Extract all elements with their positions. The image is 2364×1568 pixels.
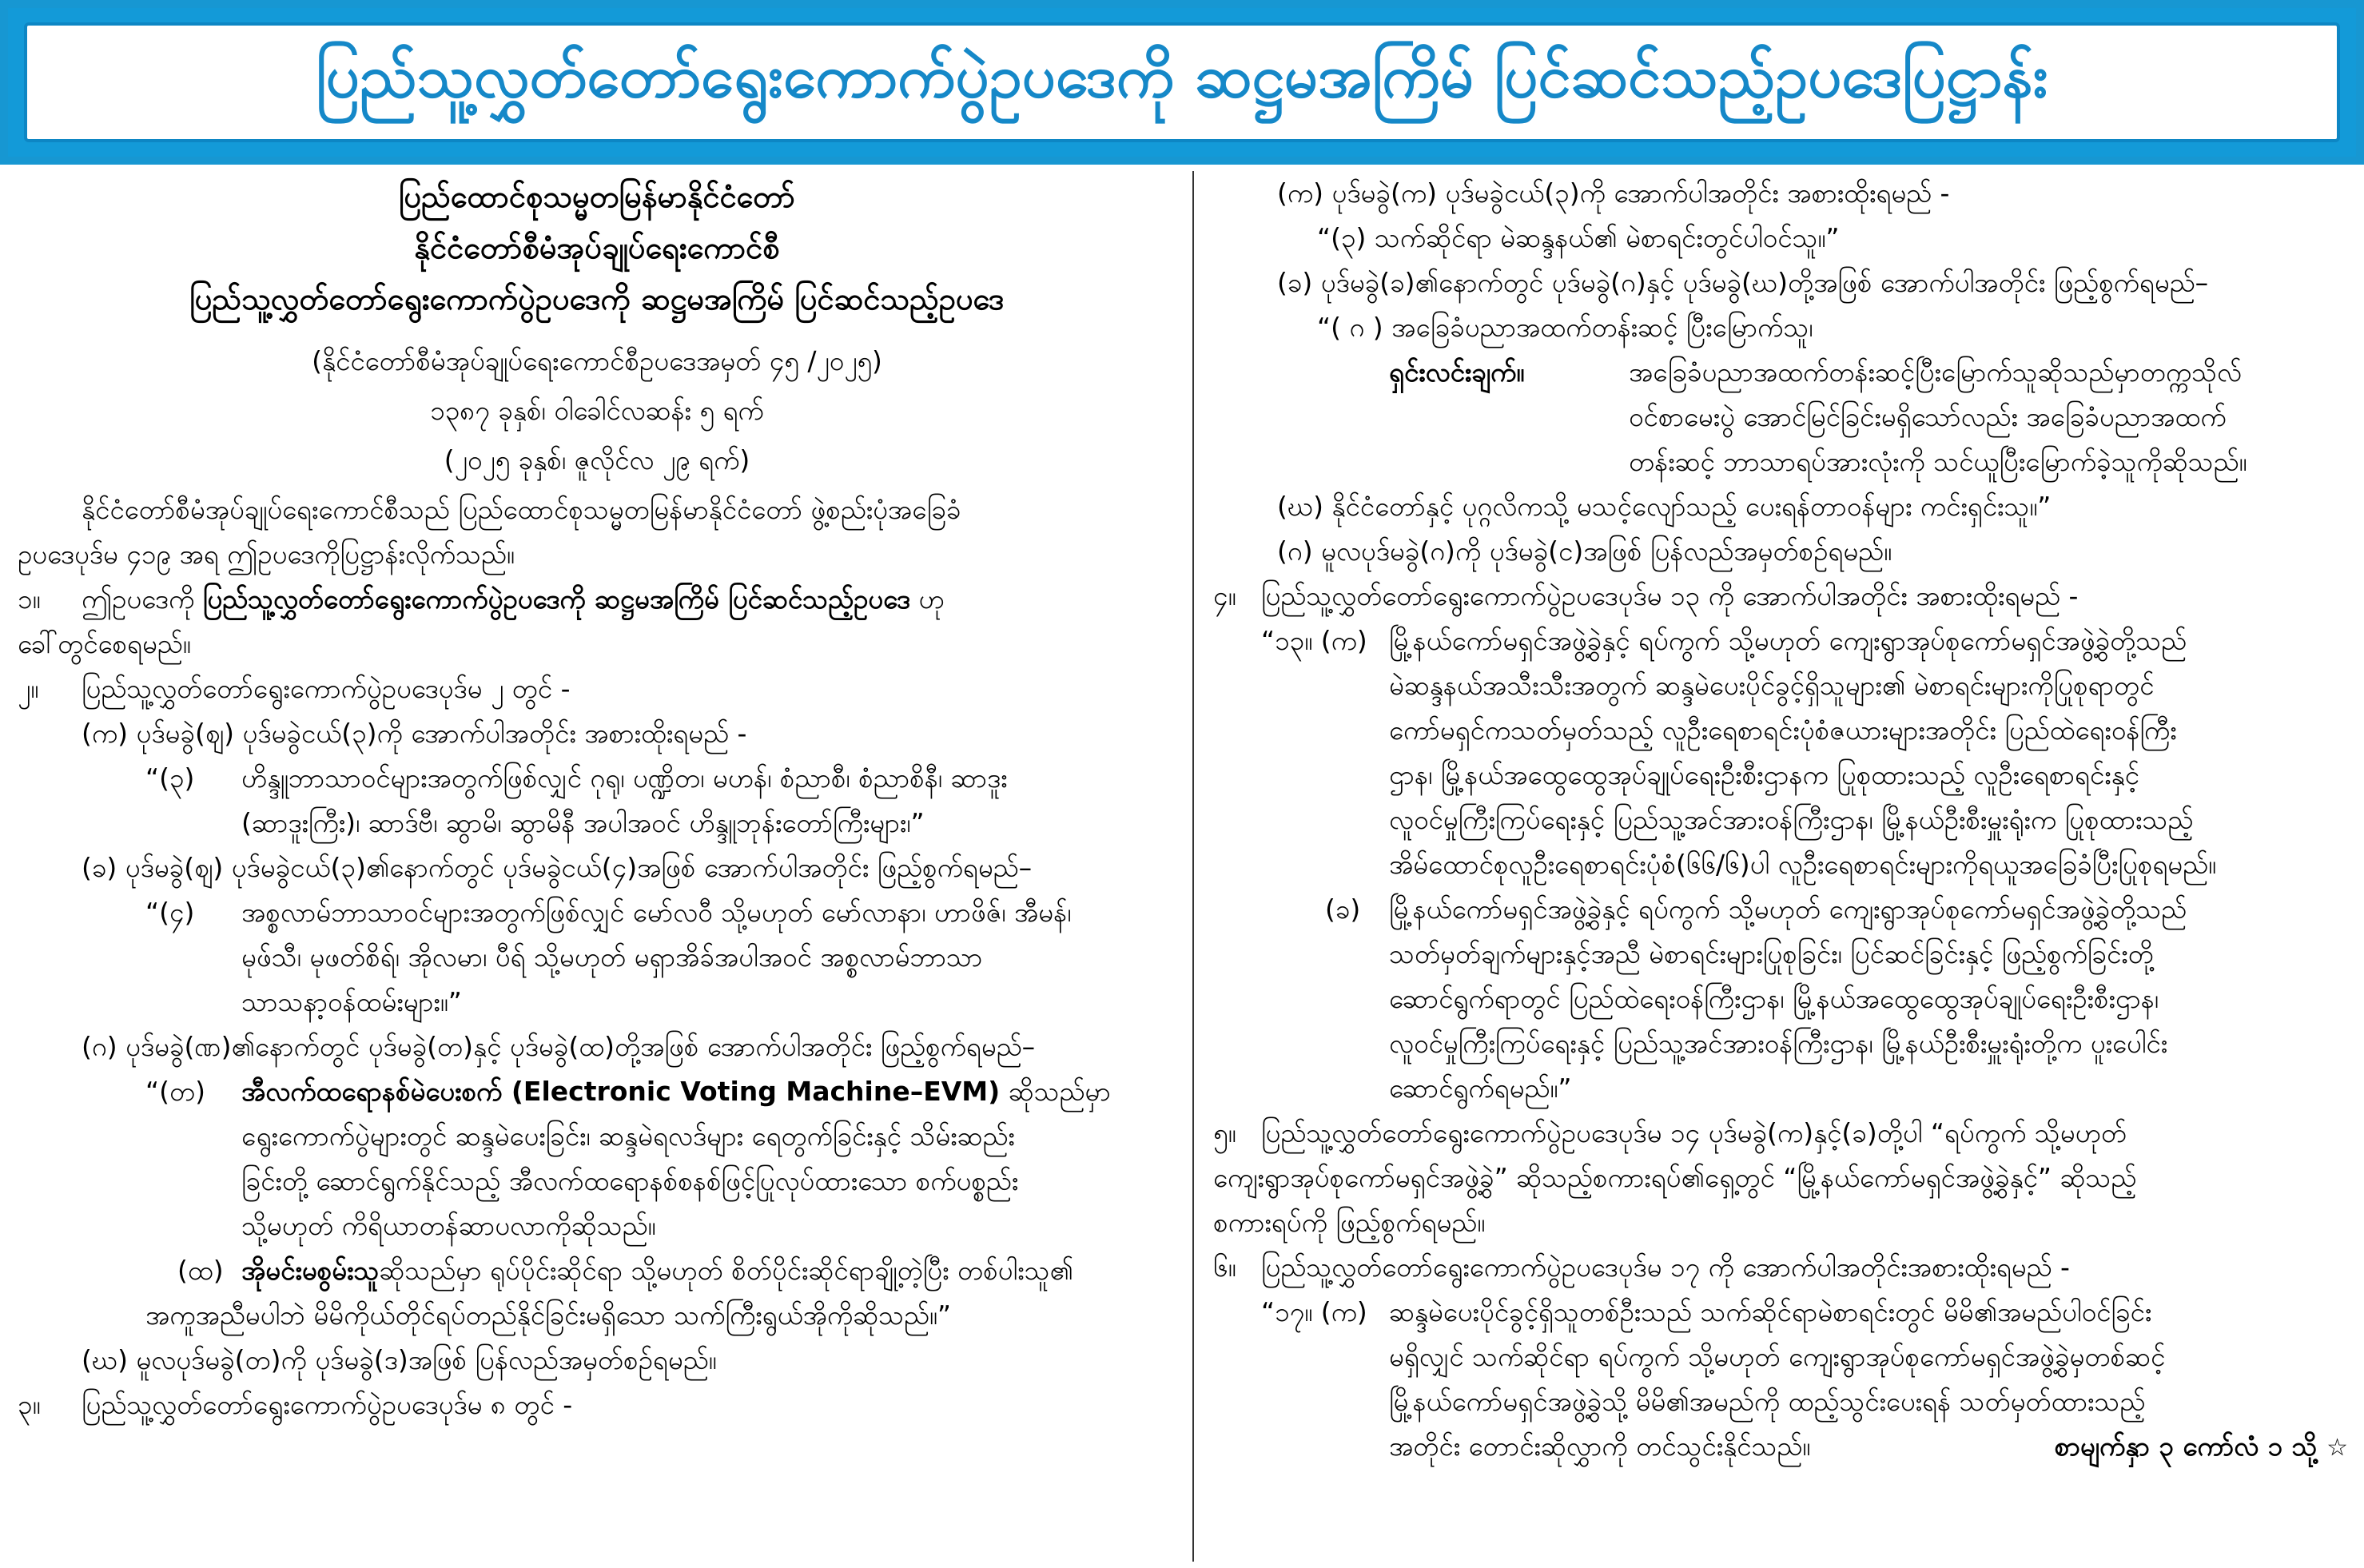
explanation-line-1: အခြေခံပညာအထက်တန်းဆင့်ပြီးမြောက်သူဆိုသည်မှာတက္ကသိုလ်	[1629, 356, 2242, 388]
star-icon: ☆	[2326, 1434, 2348, 1462]
section-2a-quote	[18, 756, 1176, 846]
header-line-2: နိုင်ငံတော်စီမံအုပ်ချုပ်ရေးကောင်စီ	[414, 230, 780, 265]
explanation-line-2: ဝင်စာမေးပွဲ အောင်မြင်ခြင်းမရှိသော်လည်း အခြေခံပညာအထက်	[1629, 401, 2227, 432]
section-5-line-2: ကျေးရွာအုပ်စုကော်မရှင်အဖွဲ့ခွဲ” ဆိုသည့်စကားရပ်၏ရှေ့တွင် “မြို့နယ်ကော်မရှင်အဖွဲ့ခွဲနှင့်” ဆိုသည့်	[1213, 1162, 2137, 1193]
section-4-b-line-1: မြို့နယ်ကော်မရှင်အဖွဲ့ခွဲနှင့် ရပ်ကွက် သို့မဟုတ် ကျေးရွာအုပ်စုကော်မရှင်အဖွဲ့ခွဲတို့သည်	[1389, 893, 2187, 925]
section-2c-ta-line-2: ရွေးကောက်ပွဲများတွင် ဆန္ဒမဲပေးခြင်း၊ ဆန္ဒမဲရလဒ်များ ရေတွက်ခြင်းနှင့် သိမ်းဆည်း	[241, 1120, 1015, 1152]
section-3-number: ၃။	[18, 1389, 41, 1420]
section-4-b-line-5: ဆောင်ရွက်ရမည်။”	[1389, 1073, 1572, 1104]
right-item-a-quote: “(၃) သက်ဆိုင်ရာ မဲဆန္ဒနယ်၏ မဲစာရင်းတွင်ပါဝင်သူ။”	[1317, 222, 1840, 253]
elderly-term-rest: ဆိုသည်မှာ ရုပ်ပိုင်းဆိုင်ရာ သို့မဟုတ် စိတ်ပိုင်းဆိုင်ရာချို့တဲ့ပြီး တစ်ပါးသူ၏	[379, 1255, 1073, 1286]
right-item-a: (က) ပုဒ်မခွဲ(က) ပုဒ်မခွဲငယ်(၃)ကို အောက်ပါအတိုင်း အစားထိုးရမည် -	[1277, 177, 1950, 209]
preamble-line-2: ဥပဒေပုဒ်မ ၄၁၉ အရ ဤဥပဒေကိုပြဋ္ဌာန်းလိုက်သည်။	[18, 539, 515, 570]
section-6-quote-line-2: မရှိလျှင် သက်ဆိုင်ရာ ရပ်ကွက် သို့မဟုတ် ကျေးရွာအုပ်စုကော်မရှင်အဖွဲ့ခွဲမှတစ်ဆင့်	[1389, 1341, 2166, 1372]
section-6-quote-number: “၁၇။ (က)	[1261, 1296, 1367, 1327]
section-2a-quote-line-2: (ဆာဒူးကြီး)၊ ဆာဒ်ဗီ၊ ဆွာမိ၊ ဆွာမိနီ အပါအဝင် ဟိန္ဒူဘုန်းတော်ကြီးများ၊”	[241, 807, 925, 838]
right-item-gha: (ဃ) နိုင်ငံတော်နှင့် ပုဂ္ဂလိကသို့ မသင့်လျော်သည့် ပေးရန်တာဝန်များ ကင်းရှင်းသူ။”	[1277, 491, 2052, 522]
elderly-term: အိုမင်းမစွမ်းသူ	[241, 1255, 380, 1286]
column-divider	[1192, 171, 1194, 1562]
section-2c-tha	[18, 1248, 1176, 1293]
section-5-number: ၅။	[1213, 1117, 1236, 1148]
explanation	[1213, 350, 2348, 484]
title-banner	[0, 0, 2364, 165]
section-2c-ta	[18, 1069, 1176, 1248]
section-2-number: ၂။	[18, 673, 39, 704]
left-column	[18, 171, 1176, 1562]
section-2c-ta-line-3: ခြင်းတို့ ဆောင်ရွက်နိုင်သည့် အီလက်ထရောနစ်စနစ်ဖြင့်ပြုလုပ်ထားသော စက်ပစ္စည်း	[241, 1165, 1019, 1196]
section-2a-quote-number: “(၃)	[145, 762, 195, 794]
section-5-line-1: ပြည်သူ့လွှတ်တော်ရွေးကောက်ပွဲဥပဒေပုဒ်မ ၁၄ ပုဒ်မခွဲ(က)နှင့်(ခ)တို့ပါ “ရပ်ကွက် သို့မဟုတ်	[1261, 1117, 2127, 1148]
section-4-b-line-4: လူဝင်မှုကြီးကြပ်ရေးနှင့် ပြည်သူ့အင်အားဝန်ကြီးဌာန၊ မြို့နယ်ဦးစီးမှူးရုံးတို့က ပူးပေါင်း	[1389, 1028, 2168, 1059]
section-6-number: ၆။	[1213, 1252, 1236, 1283]
section-4-quote-a	[1213, 619, 2348, 887]
evm-term-rest: ဆိုသည်မှာ	[1000, 1076, 1111, 1107]
law-number: (နိုင်ငံတော်စီမံအုပ်ချုပ်ရေးကောင်စီဥပဒေအမှတ် ၄၅ /၂၀၂၅)	[312, 345, 882, 376]
right-item-ga: (ဂ) မူလပုဒ်မခွဲ(ဂ)ကို ပုဒ်မခွဲ(င)အဖြစ် ပြန်လည်အမှတ်စဉ်ရမည်။	[1277, 535, 1892, 567]
section-4-number: ၄။	[1213, 580, 1236, 611]
section-2b-quote	[18, 890, 1176, 1025]
section-4-b-number: (ခ)	[1325, 893, 1361, 925]
section-4-text: ပြည်သူ့လွှတ်တော်ရွေးကောက်ပွဲဥပဒေပုဒ်မ ၁၃ ကို အောက်ပါအတိုင်း အစားထိုးရမည် -	[1261, 580, 2079, 611]
section-2c-ta-number: “(တ)	[145, 1076, 205, 1107]
explanation-label: ရှင်းလင်းချက်။	[1389, 356, 1525, 388]
section-2c: (ဂ) ပုဒ်မခွဲ(ဏ)၏နောက်တွင် ပုဒ်မခွဲ(တ)နှင့် ပုဒ်မခွဲ(ထ)တို့အဖြစ် အောက်ပါအတိုင်း ဖြည့်စွက်ရမည်–	[82, 1031, 1036, 1062]
section-1-pre: ဤဥပဒေကို	[82, 583, 203, 615]
section-2c-tha-number: (ထ)	[177, 1255, 224, 1286]
section-6-text: ပြည်သူ့လွှတ်တော်ရွေးကောက်ပွဲဥပဒေပုဒ်မ ၁၇ ကို အောက်ပါအတိုင်းအစားထိုးရမည် -	[1261, 1252, 2070, 1283]
section-4-quote-line-3: ကော်မရှင်ကသတ်မှတ်သည့် လူဦးရေစာရင်းပုံစံဇယားများအတိုင်း ပြည်ထဲရေးဝန်ကြီး	[1389, 714, 2177, 746]
section-3-text: ပြည်သူ့လွှတ်တော်ရွေးကောက်ပွဲဥပဒေပုဒ်မ ၈ တွင် -	[82, 1389, 573, 1420]
date-myanmar: ၁၃၈၇ ခုနှစ်၊ ဝါခေါင်လဆန်း ၅ ရက်	[430, 395, 764, 426]
section-2c-tha-line-2: အကူအညီမပါဘဲ မိမိကိုယ်တိုင်ရပ်တည်နိုင်ခြင်းမရှိသော သက်ကြီးရွယ်အိုကိုဆိုသည်။”	[145, 1299, 951, 1331]
section-4-quote-line-2: မဲဆန္ဒနယ်အသီးသီးအတွက် ဆန္ဒမဲပေးပိုင်ခွင့်ရှိသူများ၏ မဲစာရင်းများကိုပြုစုရာတွင်	[1389, 670, 2155, 701]
section-1	[18, 577, 1176, 622]
section-2b-quote-number: “(၄)	[145, 897, 195, 928]
evm-term: အီလက်ထရောနစ်မဲပေးစက် (Electronic Voting Machine–EVM)	[241, 1076, 1001, 1107]
section-4-quote-b	[1213, 887, 2348, 1111]
section-6-quote-line-3: မြို့နယ်ကော်မရှင်အဖွဲ့ခွဲသို့ မိမိ၏အမည်ကို ထည့်သွင်းပေးရန် သတ်မှတ်ထားသည့်	[1389, 1386, 2146, 1417]
section-2b-quote-line-3: သာသနာ့ဝန်ထမ်းများ။”	[241, 986, 462, 1017]
section-1-line-2: ခေါ်တွင်စေရမည်။	[18, 628, 191, 659]
section-2b: (ခ) ပုဒ်မခွဲ(ဈ) ပုဒ်မခွဲငယ်(၃)၏နောက်တွင် ပုဒ်မခွဲငယ်(၄)အဖြစ် အောက်ပါအတိုင်း ဖြည့်စွက်ရမည်–	[82, 852, 1033, 883]
explanation-line-3: တန်းဆင့် ဘာသာရပ်အားလုံးကို သင်ယူပြီးမြောက်ခဲ့သူကိုဆိုသည်။	[1629, 446, 2247, 477]
banner-title: ပြည်သူ့လွှတ်တော်ရွေးကောက်ပွဲဥပဒေကို ဆဋ္ဌမအကြိမ် ပြင်ဆင်သည့်ဥပဒေပြဋ္ဌာန်း	[24, 22, 2340, 142]
section-4-quote-line-4: ဌာန၊ မြို့နယ်အထွေထွေအုပ်ချုပ်ရေးဦးစီးဌာနက ပြုစုထားသည့် လူဦးရေစာရင်းနှင့်	[1389, 759, 2139, 790]
section-2	[18, 667, 1176, 711]
section-1-number: ၁။	[18, 583, 41, 615]
section-6-quote-line-4: အတိုင်း တောင်းဆိုလွှာကို တင်သွင်းနိုင်သည်။	[1389, 1431, 1811, 1462]
section-3	[18, 1383, 1176, 1427]
section-2a-quote-line-1: ဟိန္ဒူဘာသာဝင်များအတွက်ဖြစ်လျှင် ဂုရု၊ ပဏ္ဍိတ၊ မဟန်၊ စံညာစီ၊ စံညာစိနီ၊ ဆာဒူး	[241, 762, 1008, 794]
section-4	[1213, 574, 2348, 619]
section-2b-quote-line-1: အစ္စလာမ်ဘာသာဝင်များအတွက်ဖြစ်လျှင် မော်လဝီ သို့မဟုတ် မော်လာနာ၊ ဟာဖိဇ်၊ အီမန်၊	[241, 897, 1072, 928]
header-line-3: ပြည်သူ့လွှတ်တော်ရွေးကောက်ပွဲဥပဒေကို ဆဋ္ဌမအကြိမ် ပြင်ဆင်သည့်ဥပဒေ	[189, 281, 1005, 316]
section-6-quote	[1213, 1290, 2348, 1470]
date-gregorian: (၂၀၂၅ ခုနှစ်၊ ဇူလိုင်လ ၂၉ ရက်)	[444, 444, 750, 476]
section-6	[1213, 1245, 2348, 1290]
header-line-1: ပြည်ထောင်စုသမ္မတမြန်မာနိုင်ငံတော်	[399, 179, 795, 214]
section-4-b-line-3: ဆောင်ရွက်ရာတွင် ပြည်ထဲရေးဝန်ကြီးဌာန၊ မြို့နယ်အထွေထွေအုပ်ချုပ်ရေးဦးစီးဌာန၊	[1389, 983, 2159, 1014]
section-2b-quote-line-2: မုဖ်သီ၊ မုဖတ်စိရ်၊ အိုလမာ၊ ပီရ် သို့မဟုတ် မရှာအိခ်အပါအဝင် အစ္စလာမ်ဘာသာ	[241, 941, 983, 973]
right-item-b-quote: “( ဂ ) အခြေခံပညာအထက်တန်းဆင့် ပြီးမြောက်သူ၊	[1317, 312, 1813, 343]
section-4-quote-line-1: မြို့နယ်ကော်မရှင်အဖွဲ့ခွဲနှင့် ရပ်ကွက် သို့မဟုတ် ကျေးရွာအုပ်စုကော်မရှင်အဖွဲ့ခွဲတို့သည်	[1389, 625, 2187, 656]
section-2a: (က) ပုဒ်မခွဲ(ဈ) ပုဒ်မခွဲငယ်(၃)ကို အောက်ပါအတိုင်း အစားထိုးရမည် -	[82, 718, 747, 749]
section-4-b-line-2: သတ်မှတ်ချက်များနှင့်အညီ မဲစာရင်းများပြုစုခြင်း၊ ပြင်ဆင်ခြင်းနှင့် ဖြည့်စွက်ခြင်းတို့	[1389, 938, 2154, 969]
section-4-quote-line-5: လူဝင်မှုကြီးကြပ်ရေးနှင့် ပြည်သူ့အင်အားဝန်ကြီးဌာန၊ မြို့နယ်ဦးစီးမှူးရုံးက ပြုစုထားသည့်	[1389, 804, 2194, 835]
section-2c-ta-line-4: သို့မဟုတ် ကိရိယာတန်ဆာပလာကိုဆိုသည်။	[241, 1210, 656, 1241]
continued-note: စာမျက်နှာ ၃ ကော်လံ ၁ သို့	[2054, 1431, 2318, 1462]
section-2-text: ပြည်သူ့လွှတ်တော်ရွေးကောက်ပွဲဥပဒေပုဒ်မ ၂ တွင် -	[82, 673, 571, 704]
section-6-quote-line-1: ဆန္ဒမဲပေးပိုင်ခွင့်ရှိသူတစ်ဦးသည် သက်ဆိုင်ရာမဲစာရင်းတွင် မိမိ၏အမည်ပါဝင်ခြင်း	[1389, 1296, 2152, 1327]
preamble-line-1: နိုင်ငံတော်စီမံအုပ်ချုပ်ရေးကောင်စီသည် ပြည်ထောင်စုသမ္မတမြန်မာနိုင်ငံတော် ဖွဲ့စည်းပုံအခြေခံ	[82, 494, 961, 525]
section-1-post: ဟု	[909, 583, 945, 615]
section-5-line-3: စကားရပ်ကို ဖြည့်စွက်ရမည်။	[1213, 1207, 1486, 1238]
right-column	[1213, 171, 2348, 1562]
section-4-quote-number: “၁၃။ (က)	[1261, 625, 1367, 656]
section-2d: (ဃ) မူလပုဒ်မခွဲ(တ)ကို ပုဒ်မခွဲ(ဒ)အဖြစ် ပြန်လည်အမှတ်စဉ်ရမည်။	[82, 1344, 717, 1375]
right-item-b: (ခ) ပုဒ်မခွဲ(ခ)၏နောက်တွင် ပုဒ်မခွဲ(ဂ)နှင့် ပုဒ်မခွဲ(ဃ)တို့အဖြစ် အောက်ပါအတိုင်း ဖြည့်စွက်ရမည်–	[1277, 267, 2209, 298]
section-5	[1213, 1111, 2348, 1156]
section-4-quote-line-6: အိမ်ထောင်စုလူဦးရေစာရင်းပုံစံ(၆၆/၆)ပါ လူဦးရေစာရင်းများကိုရယူအခြေခံပြီးပြုစုရမည်။	[1389, 849, 2217, 880]
section-1-law-title: ပြည်သူ့လွှတ်တော်ရွေးကောက်ပွဲဥပဒေကို ဆဋ္ဌမအကြိမ် ပြင်ဆင်သည့်ဥပဒေ	[202, 583, 910, 615]
